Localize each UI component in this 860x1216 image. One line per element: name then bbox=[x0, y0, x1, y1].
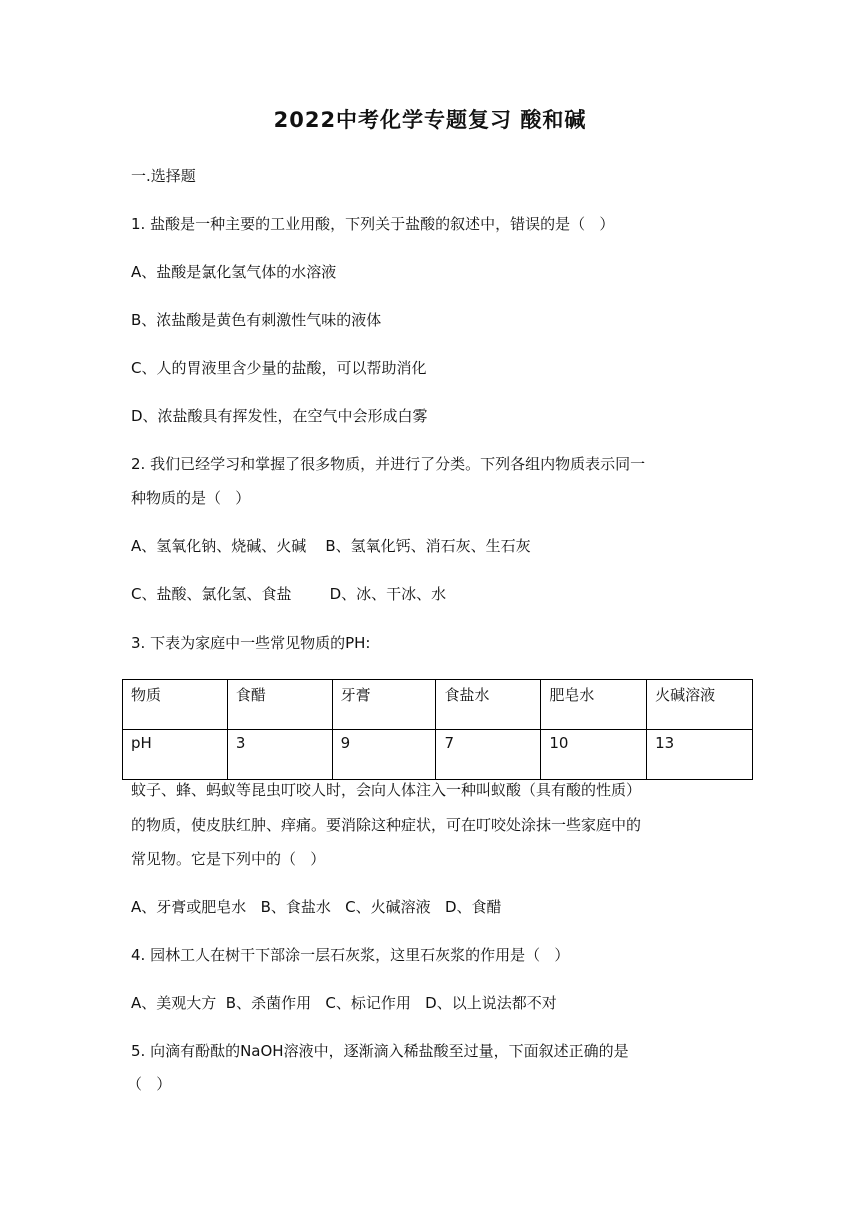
table-cell: 3 bbox=[227, 730, 332, 780]
q1-option-d: D、浓盐酸具有挥发性，在空气中会形成白雾 bbox=[131, 407, 428, 425]
q3-paragraph-line1: 蚊子、蜂、蚂蚁等昆虫叮咬人时，会向人体注入一种叫蚁酸（具有酸的性质） bbox=[131, 781, 642, 799]
table-cell: 牙膏 bbox=[332, 680, 436, 730]
page-title: 2022中考化学专题复习 酸和碱 bbox=[273, 108, 587, 132]
table-cell: 物质 bbox=[123, 680, 228, 730]
q3-stem: 3. 下表为家庭中一些常见物质的PH: bbox=[131, 634, 371, 652]
q2-options-ab: A、氢氧化钠、烧碱、火碱 B、氢氧化钙、消石灰、生石灰 bbox=[131, 537, 531, 555]
q3-options: A、牙膏或肥皂水 B、食盐水 C、火碱溶液 D、食醋 bbox=[131, 898, 502, 916]
table-cell: 食醋 bbox=[227, 680, 332, 730]
ph-table bbox=[122, 679, 753, 780]
q3-paragraph-line2: 的物质，使皮肤红肿、痒痛。要消除这种症状，可在叮咬处涂抹一些家庭中的 bbox=[131, 816, 642, 834]
table-cell: 食盐水 bbox=[436, 680, 541, 730]
q1-option-c: C、人的胃液里含少量的盐酸，可以帮助消化 bbox=[131, 359, 427, 377]
q1-stem: 1. 盐酸是一种主要的工业用酸，下列关于盐酸的叙述中，错误的是（ ） bbox=[131, 215, 615, 233]
table-header-row bbox=[123, 680, 753, 730]
table-cell: 肥皂水 bbox=[541, 680, 647, 730]
table-cell: 13 bbox=[647, 730, 753, 780]
q3-paragraph-line3: 常见物。它是下列中的（ ） bbox=[131, 850, 326, 868]
q5-stem-line1: 5. 向滴有酚酞的NaOH溶液中，逐渐滴入稀盐酸至过量，下面叙述正确的是 bbox=[131, 1042, 629, 1060]
q2-options-cd: C、盐酸、氯化氢、食盐 D、冰、干冰、水 bbox=[131, 585, 447, 603]
table-cell: 7 bbox=[436, 730, 541, 780]
q4-stem: 4. 园林工人在树干下部涂一层石灰浆，这里石灰浆的作用是（ ） bbox=[131, 946, 570, 964]
table-cell: 10 bbox=[541, 730, 647, 780]
q1-option-a: A、盐酸是氯化氢气体的水溶液 bbox=[131, 263, 337, 281]
table-row bbox=[123, 730, 753, 780]
q1-option-b: B、浓盐酸是黄色有刺激性气味的液体 bbox=[131, 311, 382, 329]
table-cell: 9 bbox=[332, 730, 436, 780]
table-cell: pH bbox=[123, 730, 228, 780]
q4-options: A、美观大方 B、杀菌作用 C、标记作用 D、以上说法都不对 bbox=[131, 994, 557, 1012]
q5-stem-line2: （ ） bbox=[127, 1075, 172, 1093]
table-cell: 火碱溶液 bbox=[647, 680, 753, 730]
section-heading: 一.选择题 bbox=[131, 167, 196, 185]
q2-stem-line2: 种物质的是（ ） bbox=[131, 489, 251, 507]
q2-stem-line1: 2. 我们已经学习和掌握了很多物质，并进行了分类。下列各组内物质表示同一 bbox=[131, 455, 646, 473]
